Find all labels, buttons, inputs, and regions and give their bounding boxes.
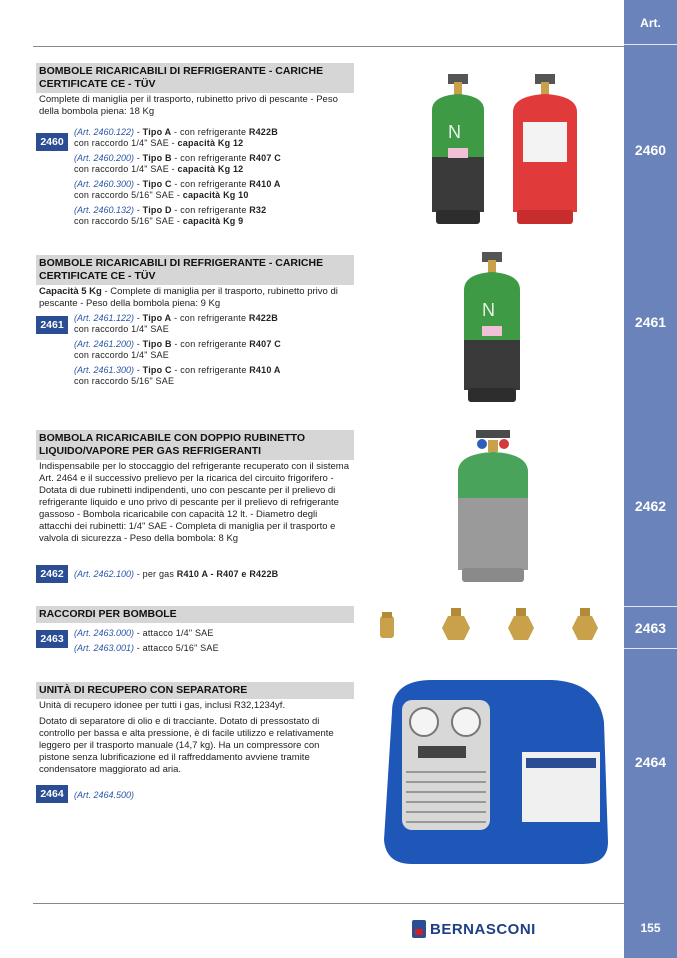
item-gas: R410 A - R407 e R422B — [176, 569, 279, 579]
item-text: con raccordo 1/4" SAE - — [74, 138, 178, 148]
item-text: - — [134, 205, 143, 215]
code-badge-2463: 2463 — [36, 630, 68, 648]
item-list-2463 — [74, 628, 219, 658]
sidebar-code-2462[interactable]: 2462 — [634, 498, 667, 514]
item-text: - per gas — [134, 569, 177, 579]
item-text: con raccordo 1/4" SAE — [74, 350, 169, 360]
list-item — [74, 179, 281, 201]
section-2460 — [36, 63, 354, 119]
list-item — [74, 569, 278, 580]
item-text: - — [134, 339, 143, 349]
article-ref[interactable]: (Art. 2460.300) — [74, 179, 135, 189]
svg-text:N: N — [448, 122, 461, 142]
sidebar-code-2461[interactable]: 2461 — [634, 314, 667, 330]
item-text: - — [134, 127, 143, 137]
fitting-icon — [380, 612, 394, 638]
article-ref[interactable]: (Art. 2463.000) — [74, 628, 135, 638]
article-ref[interactable]: (Art. 2462.100) — [74, 569, 135, 579]
item-gas: R407 C — [249, 153, 281, 163]
section-description — [36, 285, 354, 311]
green-cylinder-small-image — [452, 250, 532, 410]
item-text: con raccordo 5/16" SAE - — [74, 190, 183, 200]
brand-logo-icon — [412, 920, 426, 938]
item-gas: R422B — [248, 127, 278, 137]
brand-logo — [412, 920, 536, 938]
sidebar-code-2464[interactable]: 2464 — [634, 754, 667, 770]
item-text: - con refrigerante — [171, 205, 250, 215]
item-text: con raccordo 1/4" SAE - — [74, 164, 178, 174]
item-type: Tipo D — [142, 205, 172, 215]
code-badge-2462: 2462 — [36, 565, 68, 583]
code-badge-2461: 2461 — [36, 316, 68, 334]
article-ref[interactable]: (Art. 2464.500) — [74, 790, 135, 800]
section-description: Indispensabile per lo stoccaggio del refrigerante recuperato con il sistema Art. 2464 e il successivo prelievo per la ricarica del circuito frigorifero - Dotata di due rubinetti indipendenti, uno con pescante per il prelievo di refrigerante liquido e uno privo di pescante per il prelievo di refrigerante gassoso - Bombola ricaricabile con capacità 12 lt. - Diametro degli attacchi dei rubinetti: 1/4" SAE - Completa di maniglia per il trasporto e valvola di sicurezza - Peso della bombola: 8 Kg — [39, 461, 349, 544]
section-description-detail: Dotato di separatore di olio e di tracciante. Dotato di pressostato di controllo per bassa e alta pressione, è di facile utilizzo e relativamente leggero per il trasporto manuale (14,7 kg). Ha un compressore con pistone senza lubrificazione ed il raffreddamento avviene tramite condensatore maggiorato ad aria. — [39, 716, 334, 775]
article-ref[interactable]: (Art. 2460.122) — [74, 127, 135, 137]
sidebar-header: Art. — [640, 16, 661, 30]
section-title: BOMBOLA RICARICABILE CON DOPPIO RUBINETTO LIQUIDO/VAPORE PER GAS REFRIGERANTI — [36, 430, 354, 460]
section-2461 — [36, 255, 354, 311]
sidebar-code-2460[interactable]: 2460 — [634, 142, 667, 158]
sidebar-divider — [624, 44, 677, 45]
item-capacity: capacità Kg 12 — [177, 138, 244, 148]
recovery-unit-image — [372, 672, 616, 872]
section-2464 — [36, 682, 354, 777]
section-description-text: - Complete di maniglia per il trasporto, rubinetto privo di pescante - Peso della bombola piena: 9 Kg — [39, 286, 338, 309]
item-gas: R32 — [249, 205, 267, 215]
item-gas: R410 A — [249, 365, 281, 375]
bottom-rule — [33, 903, 624, 904]
article-ref[interactable]: (Art. 2461.200) — [74, 339, 135, 349]
item-text: - — [134, 179, 143, 189]
section-title: RACCORDI PER BOMBOLE — [36, 606, 354, 623]
svg-text:N: N — [482, 300, 495, 320]
item-text: - attacco 1/4" SAE — [134, 628, 214, 638]
capacity-label: Capacità 5 Kg — [39, 286, 102, 297]
fitting-icon — [508, 608, 534, 640]
item-text: - attacco 5/16" SAE — [134, 643, 219, 653]
item-capacity: capacità Kg 12 — [177, 164, 244, 174]
section-title: BOMBOLE RICARICABILI DI REFRIGERANTE - CARICHE CERTIFICATE CE - TÜV — [36, 63, 354, 93]
item-text: - con refrigerante — [171, 339, 250, 349]
item-text: - con refrigerante — [171, 127, 249, 137]
code-badge-2464: 2464 — [36, 785, 68, 803]
item-text: - con refrigerante — [171, 179, 250, 189]
item-type: Tipo A — [142, 127, 172, 137]
list-item — [74, 365, 281, 387]
list-item — [74, 628, 219, 639]
item-text: - con refrigerante — [171, 365, 250, 375]
item-text: - con refrigerante — [171, 313, 249, 323]
red-cylinder-image — [505, 72, 585, 232]
section-description: Complete di maniglia per il trasporto, rubinetto privo di pescante - Peso della bombola piena: 18 Kg — [39, 94, 338, 117]
item-capacity: capacità Kg 9 — [182, 216, 244, 226]
code-badge-2460: 2460 — [36, 133, 68, 151]
green-cylinder-image — [418, 72, 498, 232]
section-2462 — [36, 430, 354, 546]
list-item — [74, 205, 281, 227]
item-text: - — [134, 313, 143, 323]
item-gas: R410 A — [249, 179, 281, 189]
sidebar — [624, 0, 677, 958]
item-list-2464 — [74, 790, 134, 805]
sidebar-code-2463[interactable]: 2463 — [634, 620, 667, 636]
sidebar-divider — [624, 606, 677, 607]
section-2463 — [36, 606, 354, 623]
article-ref[interactable]: (Art. 2461.300) — [74, 365, 135, 375]
brass-fittings-image — [370, 606, 620, 646]
article-ref[interactable]: (Art. 2460.200) — [74, 153, 135, 163]
article-ref[interactable]: (Art. 2460.132) — [74, 205, 135, 215]
list-item — [74, 790, 134, 801]
item-type: Tipo C — [142, 365, 172, 375]
item-text: con raccordo 5/16" SAE - — [74, 216, 183, 226]
section-title: UNITÀ DI RECUPERO CON SEPARATORE — [36, 682, 354, 699]
item-type: Tipo B — [142, 339, 172, 349]
item-text: con raccordo 5/16" SAE — [74, 376, 175, 386]
fitting-icon — [442, 608, 470, 640]
list-item — [74, 153, 281, 175]
section-description: Unità di recupero idonee per tutti i gas, inclusi R32,1234yf. — [39, 700, 286, 711]
page-number: 155 — [640, 921, 661, 935]
list-item — [74, 643, 219, 654]
fitting-icon — [572, 608, 598, 640]
brand-name: BERNASCONI — [430, 920, 536, 938]
article-ref[interactable]: (Art. 2463.001) — [74, 643, 135, 653]
item-gas: R422B — [248, 313, 278, 323]
item-list-2460 — [74, 127, 281, 231]
item-text: - — [134, 365, 143, 375]
list-item — [74, 313, 281, 335]
item-text: con raccordo 1/4" SAE — [74, 324, 169, 334]
sidebar-divider — [624, 648, 677, 649]
section-title: BOMBOLE RICARICABILI DI REFRIGERANTE - CARICHE CERTIFICATE CE - TÜV — [36, 255, 354, 285]
item-gas: R407 C — [249, 339, 281, 349]
item-type: Tipo A — [142, 313, 172, 323]
dual-valve-cylinder-image — [448, 428, 538, 590]
item-text: - — [134, 153, 143, 163]
item-type: Tipo B — [142, 153, 172, 163]
list-item — [74, 339, 281, 361]
list-item — [74, 127, 281, 149]
item-capacity: capacità Kg 10 — [182, 190, 249, 200]
item-list-2462 — [74, 569, 278, 584]
item-type: Tipo C — [142, 179, 172, 189]
top-rule — [33, 46, 624, 47]
item-list-2461 — [74, 313, 281, 391]
article-ref[interactable]: (Art. 2461.122) — [74, 313, 135, 323]
item-text: - con refrigerante — [171, 153, 250, 163]
